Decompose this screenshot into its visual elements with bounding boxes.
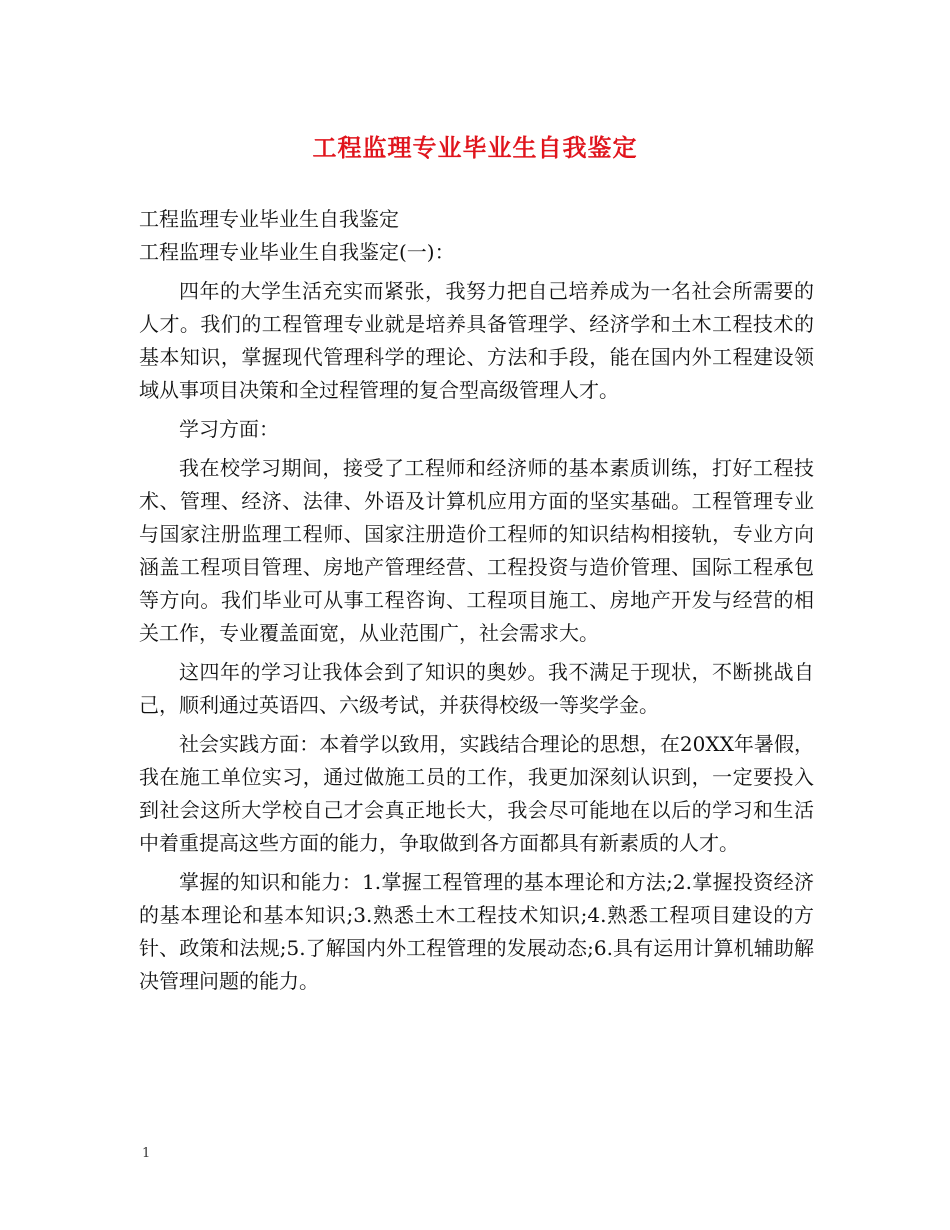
subtitle-line: 工程监理专业毕业生自我鉴定 (139, 207, 399, 231)
document-title: 工程监理专业毕业生自我鉴定 (312, 134, 638, 162)
paragraph: 我在校学习期间，接受了工程师和经济师的基本素质训练，打好工程技术、管理、经济、法律、外语及计算机应用方面的坚实基础。工程管理专业与国家注册监理工程师、国家注册造价工程师的知识结构相接轨，专业方向涵盖工程项目管理、房地产管理经营、工程投资与造价管理、国际工程承包等方向。我们毕业可从事工程咨询、工程项目施工、房地产开发与经营的相关工作，专业覆盖面宽，从业范围广，社会需求大。 (139, 456, 814, 645)
paragraph: 社会实践方面：本着学以致用，实践结合理论的思想，在20XX年暑假，我在施工单位实习，通过做施工员的工作，我更加深刻认识到，一定要投入到社会这所大学校自己才会真正地长大，我会尽可能地在以后的学习和生活中着重提高这些方面的能力，争取做到各方面都具有新素质的人才。 (139, 732, 814, 855)
paragraph: 四年的大学生活充实而紧张，我努力把自己培养成为一名社会所需要的人才。我们的工程管理专业就是培养具备管理学、经济学和土木工程技术的基本知识，掌握现代管理科学的理论、方法和手段，能在国内外工程建设领域从事项目决策和全过程管理的复合型高级管理人才。 (139, 279, 814, 402)
page-number: 1 (142, 1146, 151, 1161)
paragraph: 掌握的知识和能力：1.掌握工程管理的基本理论和方法;2.掌握投资经济的基本理论和基本知识;3.熟悉土木工程技术知识;4.熟悉工程项目建设的方针、政策和法规;5.了解国内外工程管理的发展动态;6.具有运用计算机辅助解决管理问题的能力。 (139, 870, 814, 993)
paragraph: 这四年的学习让我体会到了知识的奥妙。我不满足于现状，不断挑战自己，顺利通过英语四、六级考试，并获得校级一等奖学金。 (139, 660, 814, 717)
subtitle-line: 工程监理专业毕业生自我鉴定(一)： (139, 240, 455, 264)
section-heading: 学习方面： (179, 417, 279, 441)
document-body (139, 203, 814, 1004)
